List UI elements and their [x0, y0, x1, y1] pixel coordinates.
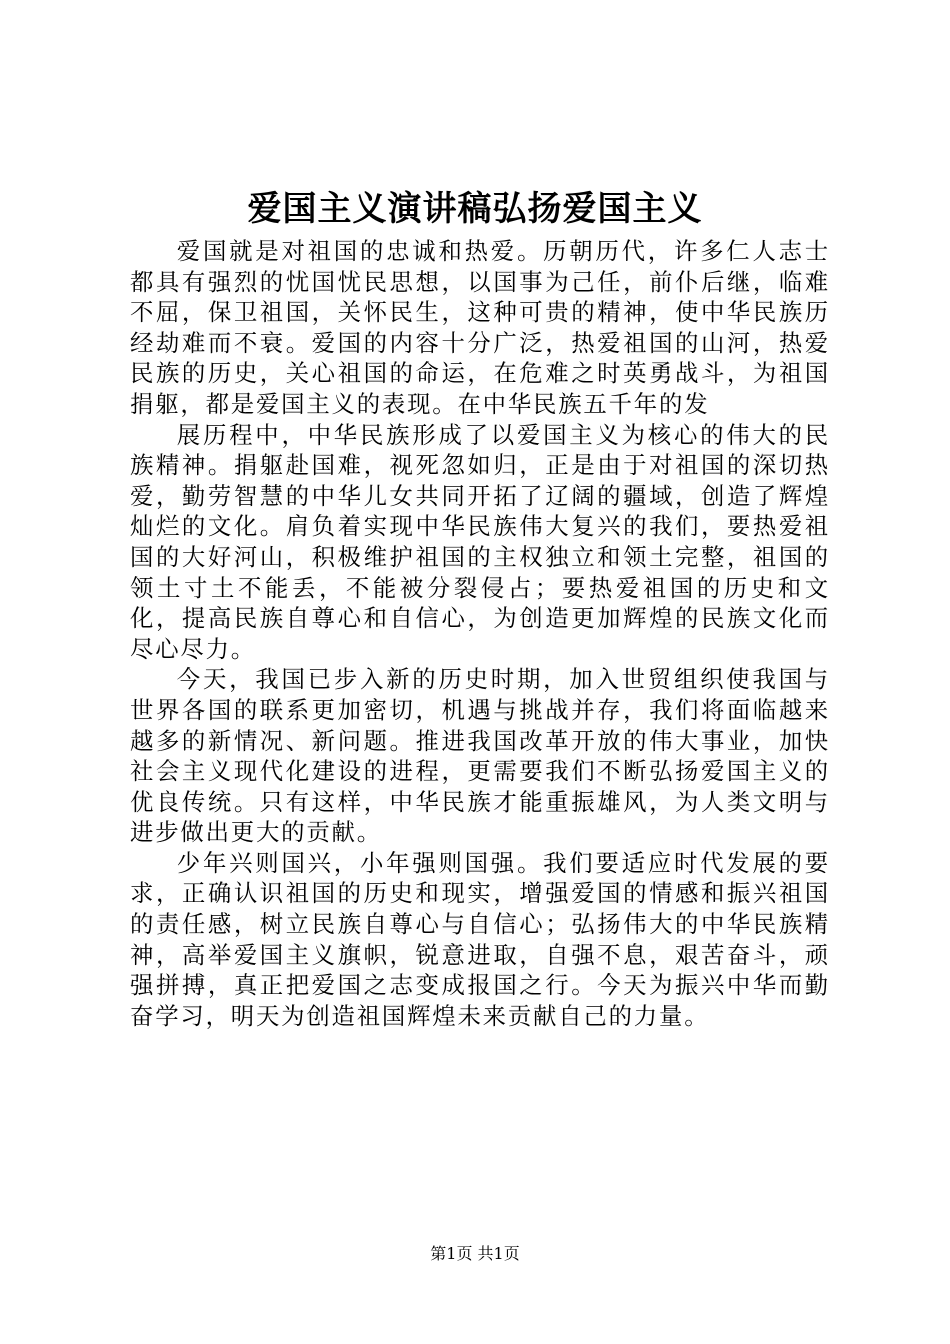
page-number-footer: 第1页 共1页: [430, 1244, 520, 1263]
paragraph-3: 今天，我国已步入新的历史时期，加入世贸组织使我国与世界各国的联系更加密切，机遇与挑战并存，我们将面临越来越多的新情况、新问题。推进我国改革开放的伟大事业，加快社会主义现代化建设的进程，更需要我们不断弘扬爱国主义的优良传统。只有这样，中华民族才能重振雄风，为人类文明与进步做出更大的贡献。: [130, 665, 830, 847]
paragraph-2: 展历程中，中华民族形成了以爱国主义为核心的伟大的民族精神。捐躯赴国难，视死忽如归，正是由于对祖国的深切热爱，勤劳智慧的中华儿女共同开拓了辽阔的疆域，创造了辉煌灿烂的文化。肩负着实现中华民族伟大复兴的我们，要热爱祖国的大好河山，积极维护祖国的主权独立和领土完整，祖国的领土寸土不能丢，不能被分裂侵占；要热爱祖国的历史和文化，提高民族自尊心和自信心，为创造更加辉煌的民族文化而尽心尽力。: [130, 420, 830, 663]
document-body: [130, 236, 830, 1031]
document-title: 爱国主义演讲稿弘扬爱国主义: [247, 189, 703, 229]
paragraph-4: 少年兴则国兴，小年强则国强。我们要适应时代发展的要求，正确认识祖国的历史和现实，增强爱国的情感和振兴祖国的责任感，树立民族自尊心与自信心；弘扬伟大的中华民族精神，高举爱国主义旗帜，锐意进取，自强不息，艰苦奋斗，顽强拼搏，真正把爱国之志变成报国之行。今天为振兴中华而勤奋学习，明天为创造祖国辉煌未来贡献自己的力量。: [130, 848, 830, 1030]
paragraph-1: 爱国就是对祖国的忠诚和热爱。历朝历代，许多仁人志士都具有强烈的忧国忧民思想，以国事为己任，前仆后继，临难不屈，保卫祖国，关怀民生，这种可贵的精神，使中华民族历经劫难而不衰。爱国的内容十分广泛，热爱祖国的山河，热爱民族的历史，关心祖国的命运，在危难之时英勇战斗，为祖国捐躯，都是爱国主义的表现。在中华民族五千年的发: [130, 237, 830, 418]
